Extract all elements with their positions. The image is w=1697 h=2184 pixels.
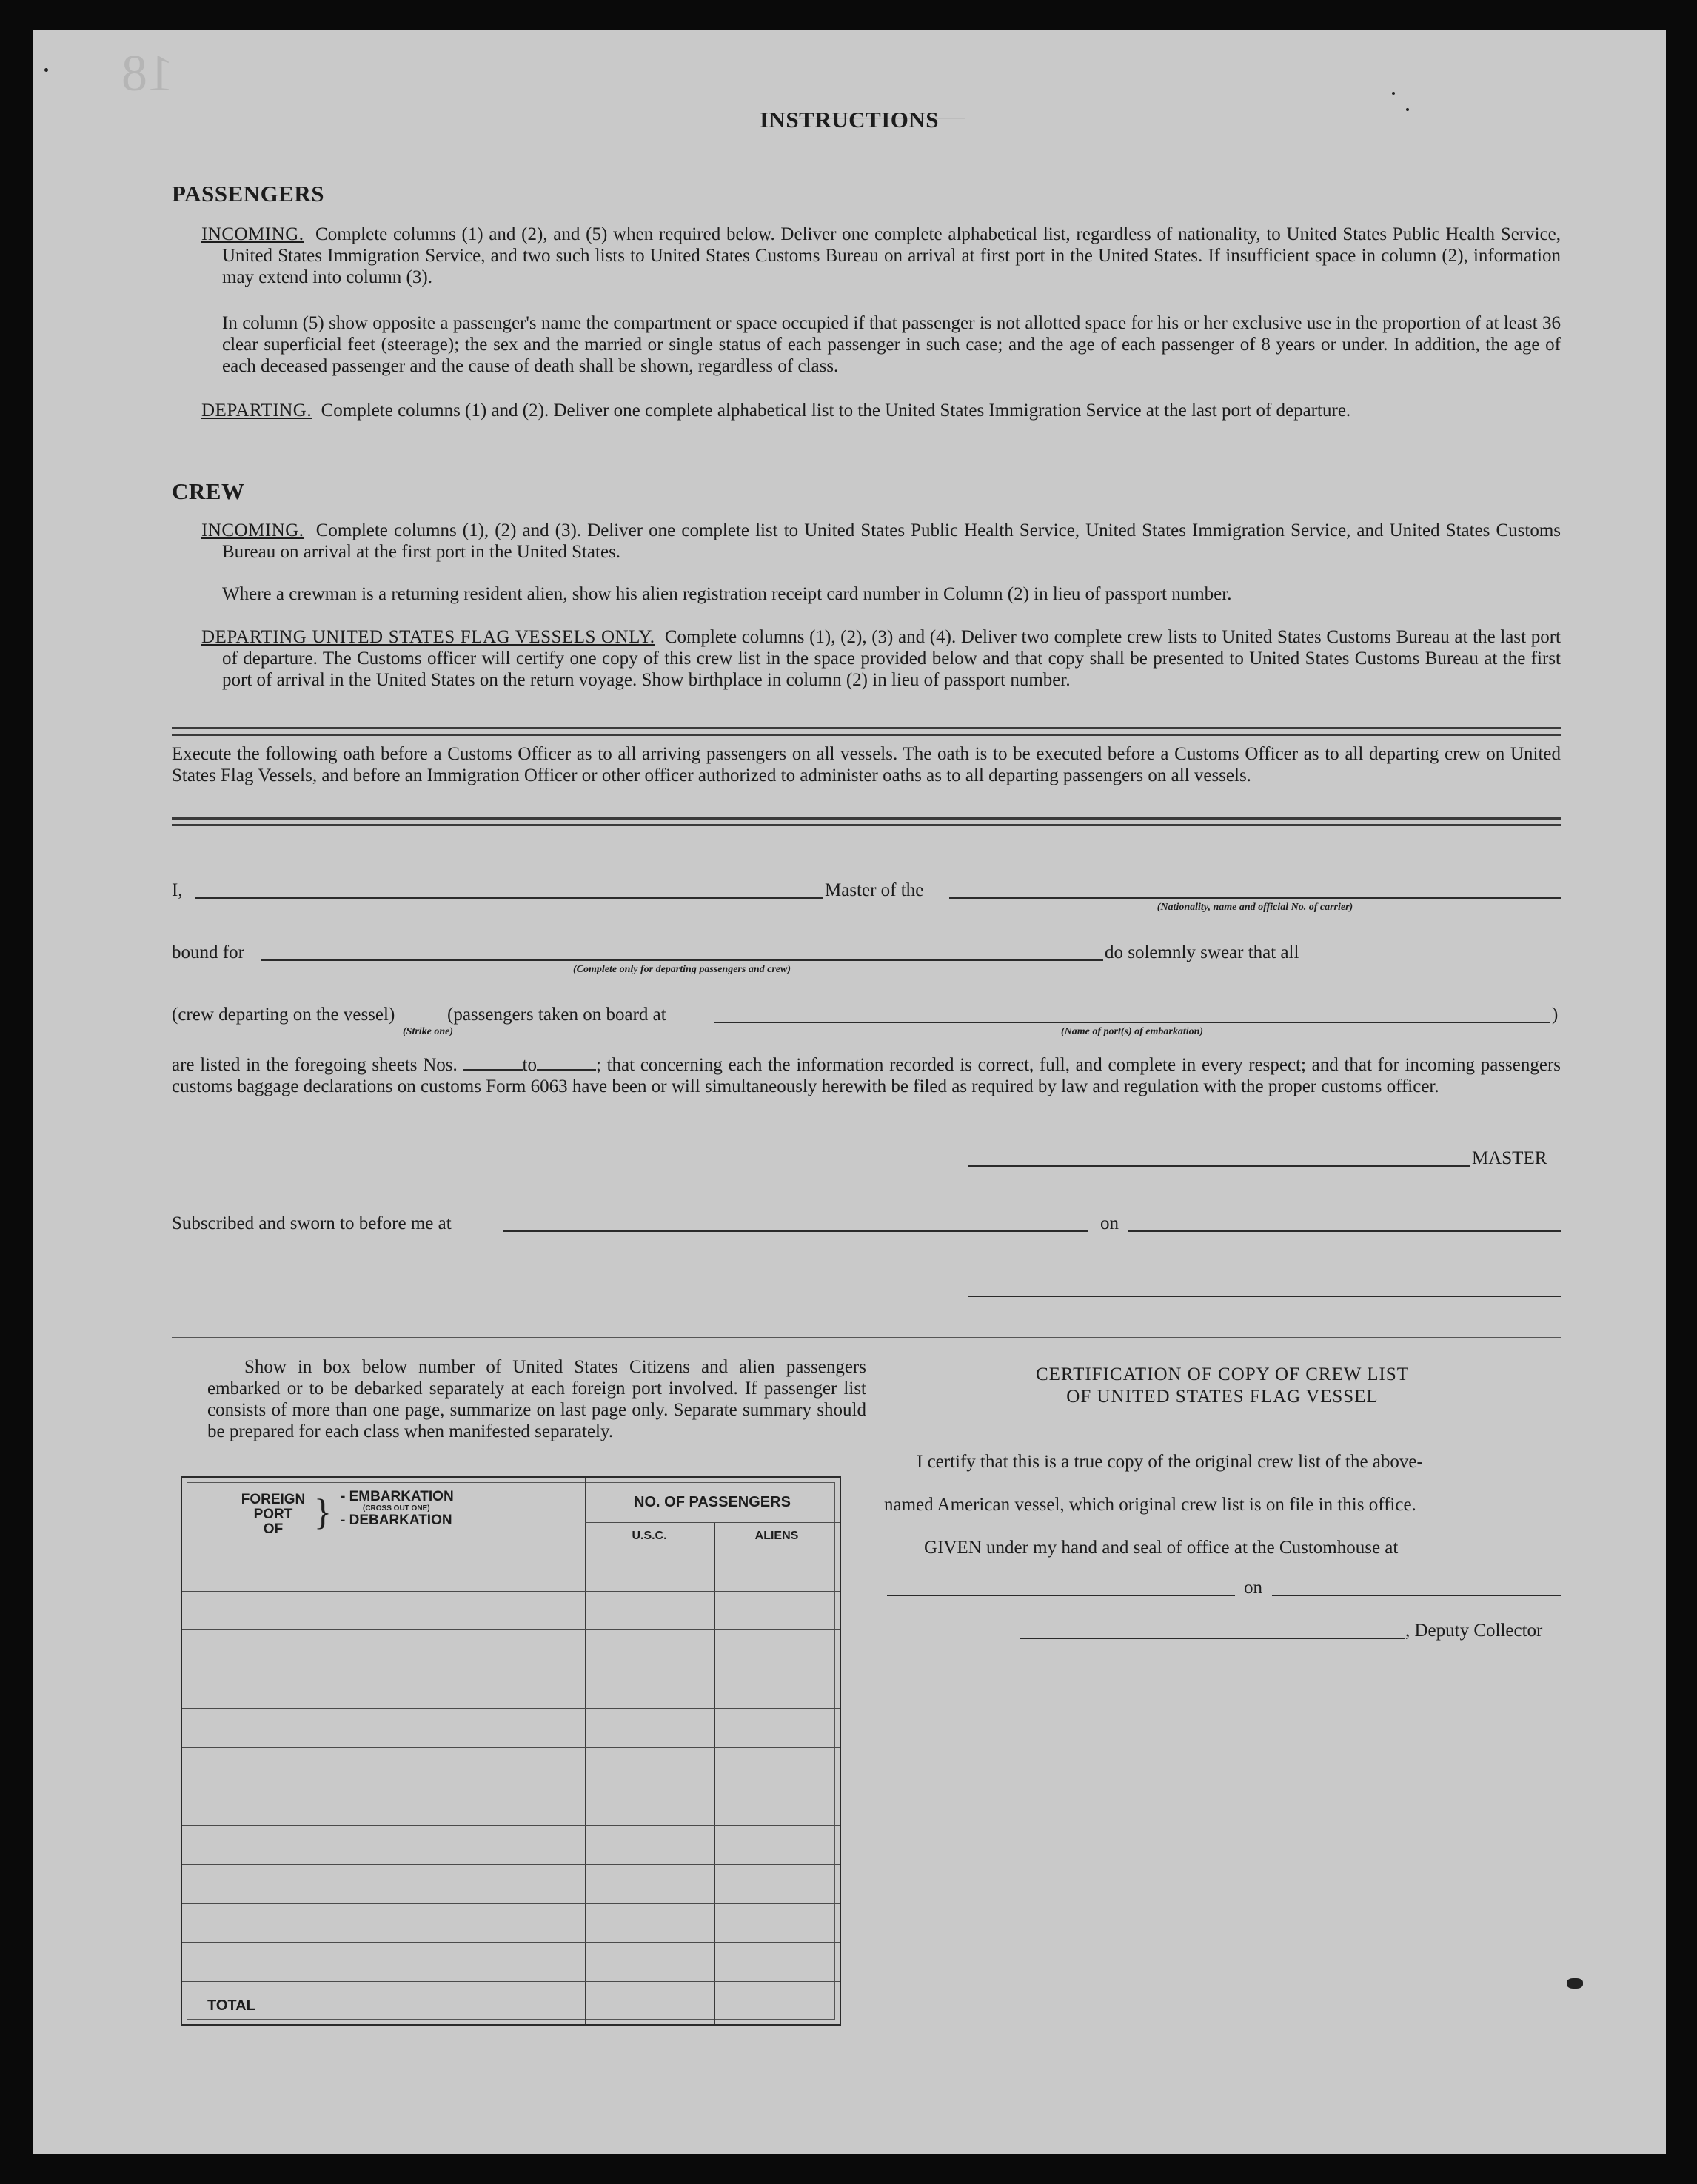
document-sheet [33, 30, 1666, 2154]
sworn-date-field[interactable] [1128, 1230, 1561, 1232]
oath-i-label: I, [172, 880, 183, 900]
cross-out-hint: (CROSS OUT ONE) [363, 1504, 430, 1513]
certification-on-label: on [1244, 1578, 1262, 1598]
carrier-field[interactable] [949, 897, 1561, 899]
usc-header: U.S.C. [632, 1530, 667, 1542]
crew-departing-paragraph [201, 626, 1561, 691]
table-row[interactable] [182, 1591, 840, 1630]
aliens-header: ALIENS [754, 1530, 799, 1542]
speck [1392, 92, 1395, 95]
double-rule [172, 727, 1561, 736]
customhouse-field[interactable] [887, 1595, 1235, 1596]
passengers-incoming-text: Complete columns (1) and (2), and (5) when required below. Deliver one complete alphabetical list, regardless of nationality, to United States Public Health Service, United States Immigration Service, and two such lists to United States Customs Bureau on arrival at first port in the United States. If insufficient space in column (2), information may extend into column (3). [222, 224, 1562, 287]
crew-departing-option[interactable]: (crew departing on the vessel) [172, 1005, 395, 1025]
crew-incoming-text: Complete columns (1), (2) and (3). Deliver one complete list to United States Public Health Service, United States Immigration Service, and United States Customs Bureau on arrival at the first port in the United States. [222, 520, 1562, 562]
header-sub-divider [585, 1522, 840, 1523]
debarkation-option[interactable]: - DEBARKATION [341, 1513, 452, 1528]
swear-label: do solemnly swear that all [1105, 942, 1299, 962]
certification-line1: I certify that this is a true copy of the original crew list of the above- [917, 1452, 1423, 1472]
oath-intro: Execute the following oath before a Customs Officer as to all arriving passengers on all vessels. The oath is to be executed before a Customs Officer as to all departing crew on United States Flag Vessels, and before an Immigration Officer or other officer authorized to administer oaths as to all departing passengers on all vessels. [172, 744, 1561, 785]
passenger-summary-table [181, 1476, 841, 2026]
listed-sheets-paragraph [172, 1054, 1561, 1097]
embarkation-option[interactable]: - EMBARKATION [341, 1489, 454, 1504]
brace-icon: } [314, 1491, 332, 1533]
crew-resident-paragraph: Where a crewman is a returning resident alien, show his alien registration receipt card number in Column (2) in lieu of passport number. [222, 584, 1232, 604]
of-label: OF [263, 1521, 284, 1537]
total-label: TOTAL [207, 1997, 255, 2014]
table-row[interactable] [182, 1552, 840, 1591]
listed-to: to [522, 1055, 537, 1075]
instructions-title: INSTRUCTIONS [759, 107, 939, 133]
deputy-collector-label: , Deputy Collector [1405, 1621, 1543, 1641]
master-signature-field[interactable] [968, 1165, 1470, 1167]
passengers-heading: PASSENGERS [172, 181, 324, 207]
table-row[interactable] [182, 1786, 840, 1825]
crew-heading: CREW [172, 478, 245, 504]
certification-title-line1: CERTIFICATION OF COPY OF CREW LIST [1035, 1364, 1410, 1384]
passengers-departing-label: DEPARTING. [201, 401, 312, 421]
ports-hint: (Name of port(s) of embarkation) [1060, 1026, 1204, 1037]
certification-line3: GIVEN under my hand and seal of office at the Customhouse at [924, 1538, 1399, 1558]
passengers-column5-paragraph: In column (5) show opposite a passenger's name the compartment or space occupied if that passenger is not allotted space for his or her exclusive use in the proportion of at least 36 clear superficial feet (steerage); the sex and the married or single status of each passenger in such case; and the age of each passenger of 8 years or under. In addition, the age of each deceased passenger and the cause of death shall be shown, regardless of class. [222, 313, 1561, 376]
crew-incoming-label: INCOMING. [201, 520, 304, 540]
crew-departing-text: Complete columns (1), (2), (3) and (4). Deliver two complete crew lists to United States Customs Bureau at the last port of departure. The Customs officer will certify one copy of this crew list in the space provided below and that copy shall be presented to United States Customs Bureau at the first port of arrival in the United States on the return voyage. Show birthplace in column (2) in lieu of passport number. [222, 627, 1561, 690]
sworn-on-label: on [1100, 1213, 1119, 1233]
table-row[interactable] [182, 1629, 840, 1669]
subscribed-label: Subscribed and sworn to before me at [172, 1213, 452, 1233]
sheet-from-field[interactable] [463, 1069, 523, 1071]
table-row[interactable] [182, 1669, 840, 1708]
nationality-hint: (Nationality, name and official No. of carrier) [1157, 902, 1353, 913]
bound-for-hint: (Complete only for departing passengers and crew) [573, 964, 791, 975]
crew-incoming-paragraph [201, 520, 1561, 563]
summary-instruction: Show in box below number of United States Citizens and alien passengers embarked or to be debarked separately at each foreign port involved. If passenger list consists of more than one page, summarize on last page only. Separate summary should be prepared for each class when manifested separately. [207, 1357, 866, 1441]
master-label: MASTER [1472, 1148, 1547, 1168]
section-divider [172, 1337, 1561, 1338]
table-row[interactable] [182, 1747, 840, 1786]
deputy-signature-field[interactable] [1020, 1638, 1405, 1639]
passengers-incoming-label: INCOMING. [201, 224, 304, 244]
table-row-divider [182, 1981, 840, 1982]
bound-for-field[interactable] [261, 959, 1103, 961]
table-row[interactable] [182, 1942, 840, 1981]
officer-signature-field[interactable] [968, 1296, 1561, 1297]
sheet-to-field[interactable] [537, 1069, 596, 1071]
crew-departing-label: DEPARTING UNITED STATES FLAG VESSELS ONLY. [201, 627, 655, 647]
embarkation-ports-field[interactable] [714, 1022, 1550, 1023]
passengers-taken-option[interactable]: (passengers taken on board at [447, 1005, 666, 1025]
table-row[interactable] [182, 1708, 840, 1747]
passengers-departing-text: Complete columns (1) and (2). Deliver one complete alphabetical list to the United States Immigration Service at the last port of departure. [321, 401, 1351, 421]
strike-one-hint: (Strike one) [403, 1026, 454, 1037]
certification-date-field[interactable] [1272, 1595, 1561, 1596]
master-of-the-label: Master of the [825, 880, 924, 900]
certification-title [884, 1364, 1561, 1408]
bleed-through-mark: 18 [121, 45, 173, 102]
table-row[interactable] [182, 1903, 840, 1943]
listed-prefix: are listed in the foregoing sheets Nos. [172, 1055, 458, 1075]
speck [44, 68, 48, 72]
certification-title-line2: OF UNITED STATES FLAG VESSEL [1066, 1387, 1379, 1407]
foreign-label: FOREIGN [241, 1492, 306, 1507]
passengers-departing-paragraph [201, 400, 1561, 421]
certification-line2: named American vessel, which original crew list is on file in this office. [884, 1495, 1416, 1515]
passengers-incoming-paragraph [201, 224, 1561, 288]
double-rule [172, 817, 1561, 826]
foreign-port-header [232, 1493, 314, 1537]
master-name-field[interactable] [195, 897, 823, 899]
listed-rest: ; that concerning each the information recorded is correct, full, and complete in every respect; and [595, 1055, 1339, 1075]
embark-debark-header [341, 1490, 454, 1528]
sworn-place-field[interactable] [503, 1230, 1088, 1232]
table-row[interactable] [182, 1864, 840, 1903]
bound-for-label: bound for [172, 942, 244, 962]
listed-line2: that for incoming passengers customs baggage declarations on customs Form 6063 have been or will simultaneously herewith be filed as required by law and regulation with the proper customs officer. [172, 1055, 1562, 1096]
speck [1567, 1978, 1583, 1989]
no-of-passengers-header: NO. OF PASSENGERS [634, 1494, 791, 1510]
close-paren: ) [1552, 1005, 1559, 1025]
table-row[interactable] [182, 1825, 840, 1864]
port-label: PORT [253, 1507, 293, 1522]
